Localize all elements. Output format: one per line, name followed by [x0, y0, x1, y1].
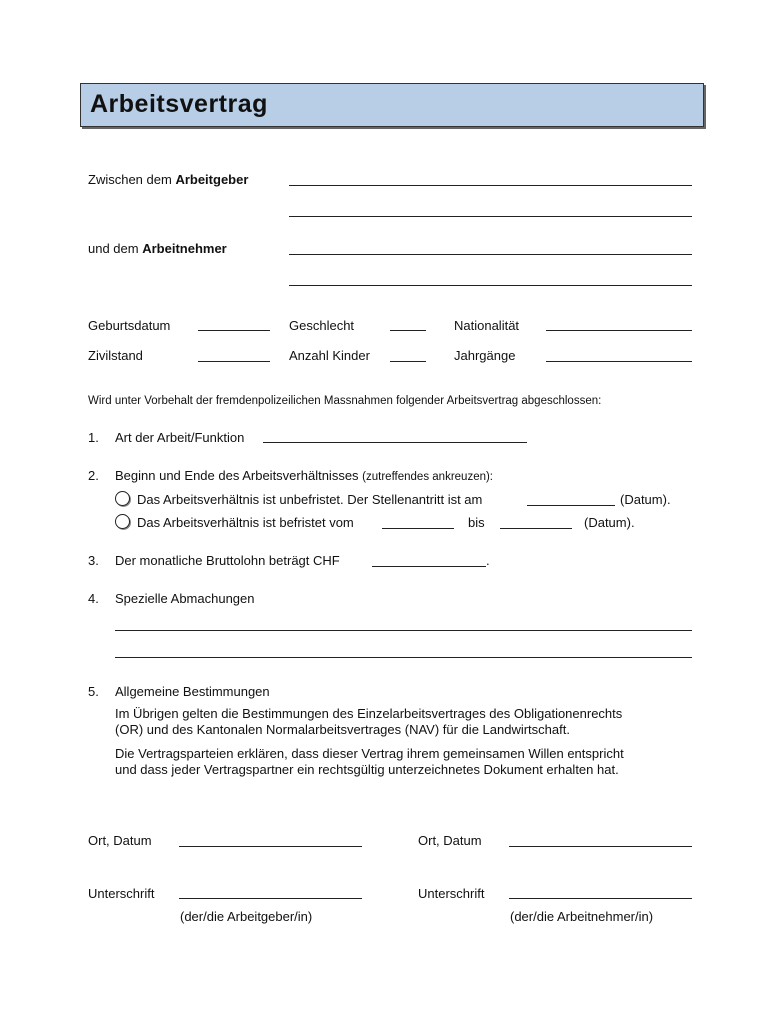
agreements-line-2[interactable] — [115, 657, 692, 658]
title-box — [80, 83, 704, 127]
employer-bold: Arbeitgeber — [175, 172, 249, 187]
salary-suffix: . — [486, 553, 490, 568]
agreements-line-1[interactable] — [115, 630, 692, 631]
salary-field[interactable] — [372, 566, 486, 567]
section-2-number: 2. — [88, 468, 99, 483]
page-title: Arbeitsvertrag — [90, 90, 268, 118]
employer-line-2[interactable] — [289, 216, 692, 217]
general-terms-paragraph-1 — [115, 706, 622, 738]
option-unbefristet-text: Das Arbeitsverhältnis ist unbefristet. Der Stellenantritt ist am — [137, 492, 483, 507]
option-unbefristet-suffix: (Datum). — [620, 492, 671, 507]
section-3-label: Der monatliche Bruttolohn beträgt CHF — [115, 553, 340, 568]
gender-label: Geschlecht — [289, 318, 355, 333]
nationality-field[interactable] — [546, 330, 692, 331]
signature-right-field[interactable] — [509, 898, 692, 899]
years-field[interactable] — [546, 361, 692, 362]
civil-status-field[interactable] — [198, 361, 270, 362]
section-1-number: 1. — [88, 430, 99, 445]
signature-left-field[interactable] — [179, 898, 362, 899]
birthdate-label: Geburtsdatum — [88, 318, 171, 333]
option-befristet-mid: bis — [468, 515, 485, 530]
signature-left-label: Unterschrift — [88, 886, 155, 901]
place-date-left-label: Ort, Datum — [88, 833, 152, 848]
general-terms-p2-line-1: Die Vertragsparteien erklären, dass dieser Vertrag ihrem gemeinsamen Willen entspricht — [115, 746, 624, 761]
civil-status-label: Zivilstand — [88, 348, 143, 363]
intro-text: Wird unter Vorbehalt der fremdenpolizeilichen Massnahmen folgender Arbeitsvertrag abgeschlossen: — [88, 395, 602, 407]
general-terms-paragraph-2 — [115, 746, 624, 778]
section-5-label: Allgemeine Bestimmungen — [115, 684, 270, 699]
signature-right-label: Unterschrift — [418, 886, 485, 901]
role-right-label: (der/die Arbeitnehmer/in) — [510, 909, 654, 924]
employee-line-2[interactable] — [289, 285, 692, 286]
role-left-label: (der/die Arbeitgeber/in) — [180, 909, 313, 924]
option-befristet-text: Das Arbeitsverhältnis ist befristet vom — [137, 515, 354, 530]
employer-label — [88, 172, 248, 187]
general-terms-p1-line-2: (OR) und des Kantonalen Normalarbeitsvertrages (NAV) für die Landwirtschaft. — [115, 722, 570, 737]
place-date-right-field[interactable] — [509, 846, 692, 847]
section-4-number: 4. — [88, 591, 99, 606]
employer-line-1[interactable] — [289, 185, 692, 186]
start-date-field[interactable] — [527, 505, 615, 506]
place-date-right-label: Ort, Datum — [418, 833, 482, 848]
section-2-label — [115, 468, 493, 483]
section-2-hint: (zutreffendes ankreuzen): — [362, 471, 494, 483]
section-1-label: Art der Arbeit/Funktion — [115, 430, 245, 445]
employee-bold: Arbeitnehmer — [142, 241, 227, 256]
years-label: Jahrgänge — [454, 348, 516, 363]
place-date-left-field[interactable] — [179, 846, 362, 847]
function-field[interactable] — [263, 442, 527, 443]
section-4-label: Spezielle Abmachungen — [115, 591, 255, 606]
gender-field[interactable] — [390, 330, 426, 331]
radio-unbefristet[interactable] — [115, 491, 130, 506]
employee-prefix: und dem — [88, 241, 139, 256]
radio-befristet[interactable] — [115, 514, 130, 529]
employee-line-1[interactable] — [289, 254, 692, 255]
section-5-number: 5. — [88, 684, 99, 699]
children-field[interactable] — [390, 361, 426, 362]
nationality-label: Nationalität — [454, 318, 520, 333]
general-terms-p2-line-2: und dass jeder Vertragspartner ein rechtsgültig unterzeichnetes Dokument erhalten hat. — [115, 762, 619, 777]
option-befristet-suffix: (Datum). — [584, 515, 635, 530]
birthdate-field[interactable] — [198, 330, 270, 331]
employer-prefix: Zwischen dem — [88, 172, 172, 187]
from-date-field[interactable] — [382, 528, 454, 529]
to-date-field[interactable] — [500, 528, 572, 529]
section-2-title: Beginn und Ende des Arbeitsverhältnisses — [115, 468, 359, 483]
general-terms-p1-line-1: Im Übrigen gelten die Bestimmungen des Einzelarbeitsvertrages des Obligationenrechts — [115, 706, 623, 721]
employee-label — [88, 241, 227, 256]
children-label: Anzahl Kinder — [289, 348, 370, 363]
section-3-number: 3. — [88, 553, 99, 568]
